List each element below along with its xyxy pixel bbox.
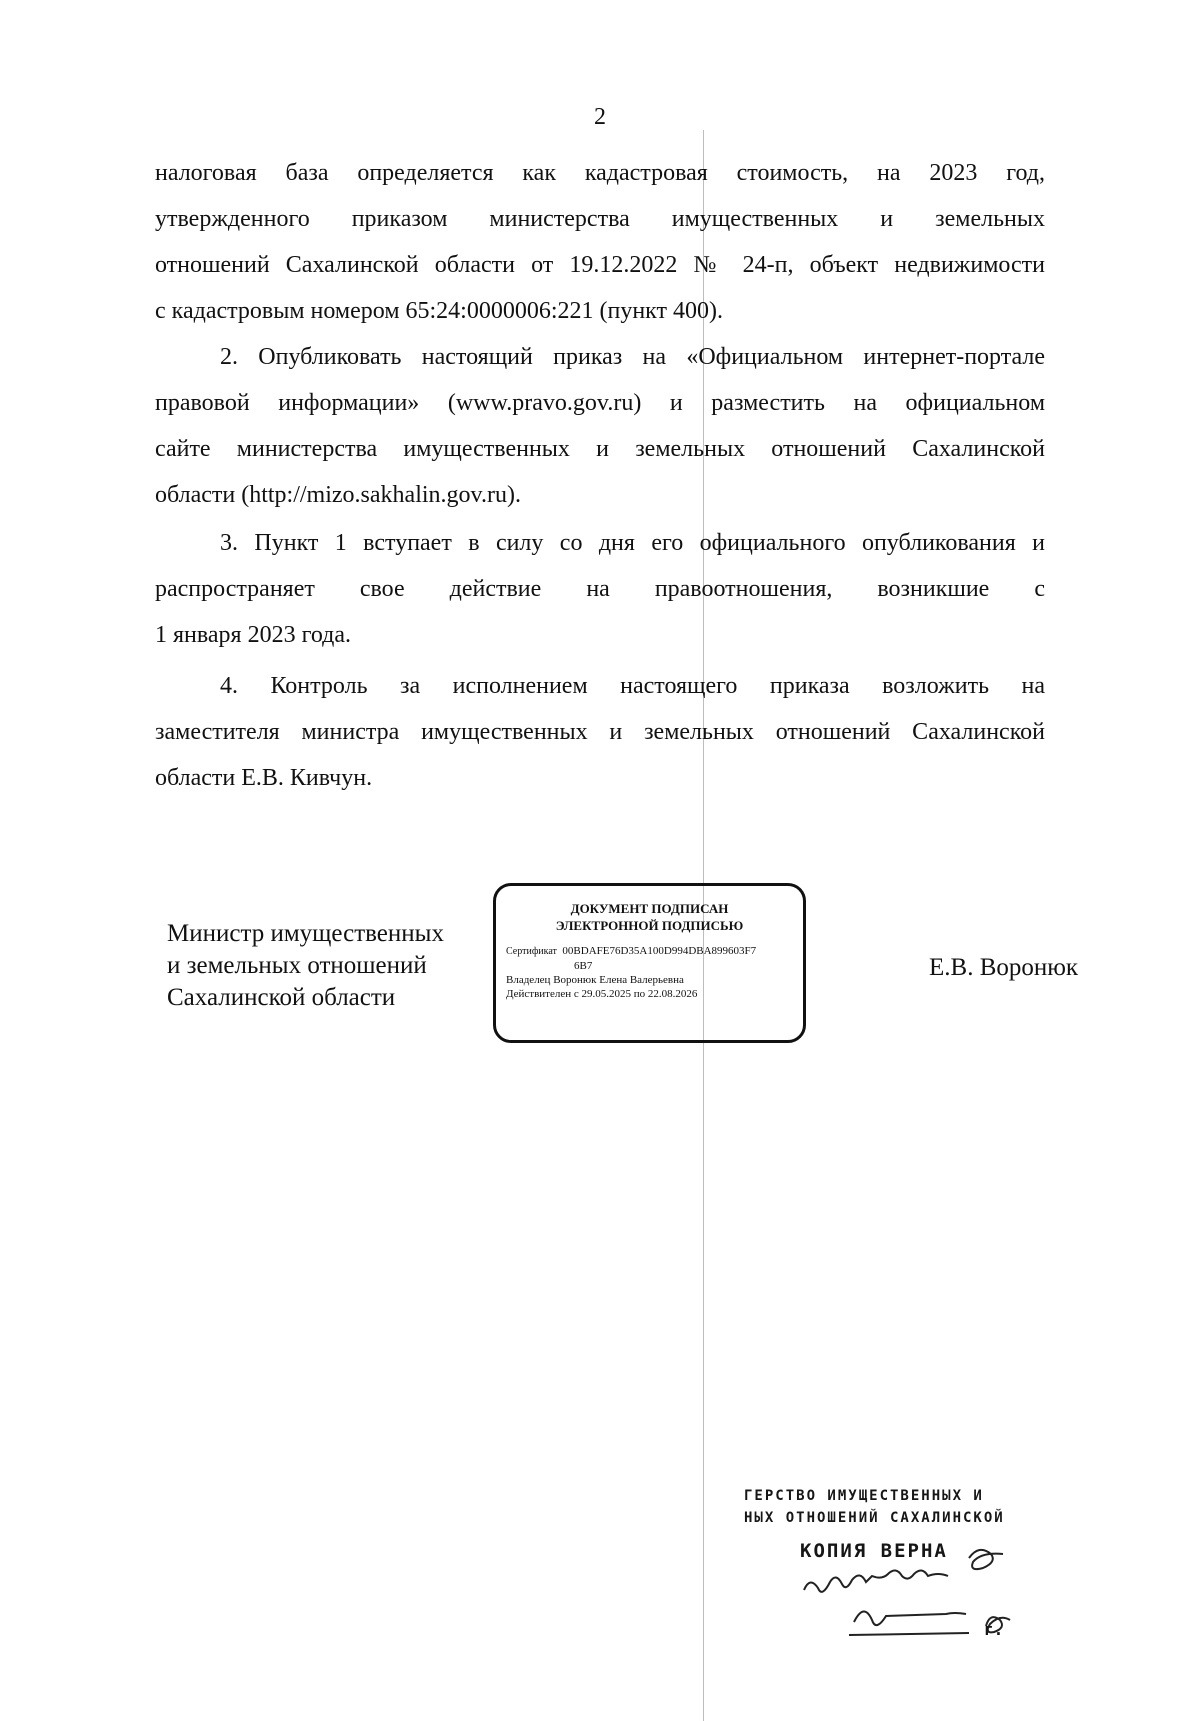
paragraph-4 xyxy=(155,663,1045,801)
esig-cert-value-cont: 6B7 xyxy=(574,960,593,972)
text-line: 4. Контроль за исполнением настоящего приказа возложить на xyxy=(220,673,1045,699)
copy-stamp-line-1: ГЕРСТВО ИМУЩЕСТВЕННЫХ И xyxy=(744,1488,984,1504)
copy-stamp-line-2: НЫХ ОТНОШЕНИЙ САХАЛИНСКОЙ xyxy=(744,1510,1005,1526)
signer-title-line: и земельных отношений xyxy=(167,952,427,979)
copy-stamp-date-suffix: г. xyxy=(984,1620,1004,1639)
signer-title xyxy=(167,918,487,1014)
text-line: области (http://mizo.sakhalin.gov.ru). xyxy=(155,482,521,508)
text-line: сайте министерства имущественных и земельных отношений Сахалинской xyxy=(155,436,1045,462)
paragraph-2 xyxy=(155,334,1045,518)
text-line: 2. Опубликовать настоящий приказ на «Официальном интернет-портале xyxy=(220,344,1045,370)
text-line: распространяет свое действие на правоотношения, возникшие с xyxy=(155,576,1045,602)
electronic-signature-stamp xyxy=(493,883,806,1043)
text-line: с кадастровым номером 65:24:0000006:221 (пункт 400). xyxy=(155,298,724,324)
esig-validity: Действителен с 29.05.2025 по 22.08.2026 xyxy=(506,988,698,1000)
text-line: 3. Пункт 1 вступает в силу со дня его официального опубликования и xyxy=(220,530,1045,556)
page-number: 2 xyxy=(594,104,606,130)
text-line: налоговая база определяется как кадастровая стоимость, на 2023 год, xyxy=(155,160,1045,186)
esig-certificate xyxy=(506,944,793,959)
esig-owner-label: Владелец xyxy=(506,974,551,986)
certified-copy-stamp xyxy=(744,1488,1084,1639)
signer-title-line: Министр имущественных xyxy=(167,920,444,947)
esig-owner xyxy=(506,973,793,987)
text-line: правовой информации» (www.pravo.gov.ru) и разместить на официальном xyxy=(155,390,1045,416)
text-line: отношений Сахалинской области от 19.12.2022 № 24-п, объект недвижимости xyxy=(155,252,1045,278)
paragraph-3 xyxy=(155,520,1045,658)
text-line: заместителя министра имущественных и земельных отношений Сахалинской xyxy=(155,719,1045,745)
handwritten-signature-icon xyxy=(794,1540,1094,1710)
text-line: области Е.В. Кивчун. xyxy=(155,765,373,791)
esig-cert-value: 00BDAFE76D35A100D994DBA899603F7 xyxy=(562,945,757,957)
signer-name: Е.В. Воронюк xyxy=(929,954,1079,981)
paragraph-1 xyxy=(155,150,1045,334)
copy-stamp-copy-text: КОПИЯ ВЕРНА xyxy=(800,1540,948,1562)
esig-cert-label: Сертификат xyxy=(506,946,557,957)
text-line: 1 января 2023 года. xyxy=(155,622,352,648)
esig-heading: ЭЛЕКТРОННОЙ ПОДПИСЬЮ xyxy=(555,918,744,933)
esig-owner-value: Воронюк Елена Валерьевна xyxy=(553,974,684,986)
esig-heading: ДОКУМЕНТ ПОДПИСАН xyxy=(570,901,729,916)
signer-title-line: Сахалинской области xyxy=(167,984,396,1011)
text-line: утвержденного приказом министерства имущественных и земельных xyxy=(155,206,1045,232)
